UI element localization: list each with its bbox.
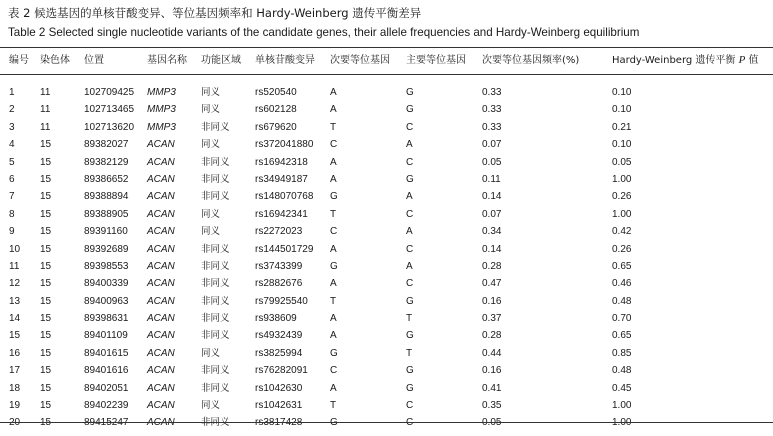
row-minor-allele: G [330, 417, 338, 429]
row-position: 89386652 [84, 173, 129, 185]
row-minor-allele: T [330, 208, 337, 220]
row-position: 89388905 [84, 208, 129, 220]
table-row [0, 414, 773, 431]
header-minor-freq: 次要等位基因频率(%) [482, 55, 580, 66]
row-position: 89401109 [84, 330, 128, 342]
table-row [0, 258, 773, 275]
row-minor-freq: 0.16 [482, 295, 502, 307]
row-gene: ACAN [147, 243, 175, 255]
row-snv: rs3817428 [255, 417, 303, 429]
row-minor-allele: T [330, 121, 337, 133]
row-no: 7 [9, 191, 15, 203]
row-no: 16 [9, 347, 21, 359]
row-position: 89398553 [84, 260, 129, 272]
row-gene: MMP3 [147, 87, 176, 98]
row-region: 非同义 [201, 278, 230, 290]
row-chromosome: 15 [40, 382, 52, 394]
row-no: 5 [9, 156, 15, 168]
row-minor-freq: 0.33 [482, 104, 502, 116]
row-major-allele: C [406, 243, 414, 255]
row-major-allele: C [406, 417, 414, 429]
table-caption-en: Table 2 Selected single nucleotide variants of the candidate genes, their allele frequencies and Hardy-Weinberg equilibrium [8, 26, 640, 39]
row-chromosome: 15 [40, 173, 52, 185]
row-hwe-p: 1.00 [612, 208, 632, 220]
row-gene: ACAN [147, 208, 175, 220]
row-minor-freq: 0.16 [482, 365, 502, 377]
row-position: 89398631 [84, 313, 129, 325]
row-chromosome: 15 [40, 156, 52, 168]
row-region: 非同义 [201, 313, 230, 325]
row-position: 89402239 [84, 400, 129, 412]
top-rule [0, 47, 773, 48]
row-snv: rs2272023 [255, 226, 303, 238]
row-no: 3 [9, 121, 15, 133]
row-hwe-p: 1.00 [612, 400, 632, 412]
row-major-allele: G [406, 295, 414, 307]
row-position: 89388894 [84, 191, 129, 203]
row-hwe-p: 0.85 [612, 347, 632, 359]
row-major-allele: G [406, 104, 414, 116]
row-position: 89400339 [84, 278, 129, 290]
header-snv: 单核苷酸变异 [255, 55, 315, 66]
row-minor-freq: 0.35 [482, 400, 502, 412]
row-position: 89382129 [84, 156, 129, 168]
row-no: 20 [9, 417, 21, 429]
row-hwe-p: 0.10 [612, 104, 632, 116]
row-chromosome: 11 [40, 104, 51, 116]
row-snv: rs3743399 [255, 260, 303, 272]
table-row [0, 206, 773, 223]
table-row [0, 362, 773, 379]
table-row [0, 136, 773, 153]
row-snv: rs148070768 [255, 191, 314, 203]
row-snv: rs679620 [255, 121, 297, 133]
row-no: 13 [9, 295, 21, 307]
row-minor-allele: A [330, 173, 337, 185]
row-no: 8 [9, 208, 15, 220]
row-snv: rs1042630 [255, 382, 303, 394]
row-minor-freq: 0.11 [482, 173, 501, 185]
row-minor-freq: 0.33 [482, 121, 502, 133]
row-minor-allele: T [330, 400, 337, 412]
table-row [0, 275, 773, 292]
row-gene: ACAN [147, 330, 175, 342]
row-region: 同义 [201, 139, 221, 151]
row-region: 非同义 [201, 156, 230, 168]
row-major-allele: A [406, 139, 413, 151]
row-gene: ACAN [147, 365, 175, 377]
row-minor-freq: 0.37 [482, 313, 502, 325]
row-no: 12 [9, 278, 21, 290]
row-hwe-p: 0.45 [612, 382, 632, 394]
row-region: 同义 [201, 226, 221, 238]
table-row [0, 241, 773, 258]
row-major-allele: A [406, 191, 413, 203]
header-p-suffix: 值 [748, 55, 759, 66]
row-major-allele: T [406, 313, 413, 325]
row-snv: rs1042631 [255, 400, 303, 412]
row-gene: ACAN [147, 260, 175, 272]
row-no: 2 [9, 104, 15, 116]
row-hwe-p: 0.10 [612, 139, 632, 151]
row-chromosome: 11 [40, 121, 51, 133]
row-snv: rs79925540 [255, 295, 308, 307]
row-hwe-p: 0.26 [612, 243, 632, 255]
row-no: 10 [9, 243, 21, 255]
row-position: 89401615 [84, 347, 129, 359]
row-minor-freq: 0.44 [482, 347, 502, 359]
table-row [0, 84, 773, 101]
row-region: 非同义 [201, 330, 230, 342]
row-major-allele: C [406, 400, 414, 412]
row-hwe-p: 0.48 [612, 365, 632, 377]
row-major-allele: C [406, 121, 414, 133]
row-minor-allele: A [330, 278, 337, 290]
row-no: 11 [9, 260, 20, 272]
row-snv: rs938609 [255, 313, 297, 325]
row-chromosome: 15 [40, 139, 52, 151]
header-hwe-label: Hardy-Weinberg 遗传平衡 [612, 55, 736, 66]
row-gene: ACAN [147, 139, 175, 151]
row-region: 非同义 [201, 173, 230, 185]
row-gene: ACAN [147, 173, 175, 185]
row-minor-allele: A [330, 87, 337, 98]
row-chromosome: 15 [40, 226, 52, 238]
row-minor-freq: 0.14 [482, 191, 502, 203]
table-row [0, 154, 773, 171]
table-row [0, 310, 773, 327]
row-snv: rs372041880 [255, 139, 314, 151]
row-hwe-p: 0.65 [612, 260, 632, 272]
row-hwe-p: 0.26 [612, 191, 632, 203]
row-gene: MMP3 [147, 104, 176, 116]
row-region: 同义 [201, 347, 221, 359]
header-minor-allele: 次要等位基因 [330, 55, 390, 66]
row-minor-freq: 0.47 [482, 278, 502, 290]
row-major-allele: G [406, 173, 414, 185]
row-gene: ACAN [147, 400, 175, 412]
row-no: 19 [9, 400, 21, 412]
row-minor-freq: 0.07 [482, 208, 502, 220]
table-row [0, 345, 773, 362]
row-hwe-p: 0.46 [612, 278, 632, 290]
row-region: 非同义 [201, 295, 230, 307]
row-hwe-p: 0.65 [612, 330, 632, 342]
row-no: 15 [9, 330, 21, 342]
row-gene: MMP3 [147, 121, 176, 133]
row-minor-freq: 0.28 [482, 330, 502, 342]
row-no: 6 [9, 173, 15, 185]
row-gene: ACAN [147, 226, 175, 238]
table-caption-zh: 表 2 候选基因的单核苷酸变异、等位基因频率和 Hardy-Weinberg 遗传平衡差异 [8, 6, 422, 20]
row-position: 89401616 [84, 365, 129, 377]
table-row [0, 171, 773, 188]
table-row [0, 327, 773, 344]
row-region: 同义 [201, 87, 221, 98]
header-region: 功能区域 [201, 55, 241, 66]
row-position: 102709425 [84, 87, 135, 98]
row-chromosome: 15 [40, 278, 52, 290]
row-minor-freq: 0.41 [482, 382, 502, 394]
row-chromosome: 15 [40, 208, 52, 220]
row-region: 非同义 [201, 365, 230, 377]
row-major-allele: G [406, 382, 414, 394]
row-position: 89400963 [84, 295, 129, 307]
row-chromosome: 15 [40, 191, 52, 203]
row-position: 89391160 [84, 226, 128, 238]
row-minor-allele: A [330, 330, 337, 342]
row-chromosome: 15 [40, 243, 52, 255]
row-minor-allele: T [330, 295, 337, 307]
row-hwe-p: 0.21 [612, 121, 632, 133]
row-chromosome: 15 [40, 347, 52, 359]
row-region: 同义 [201, 400, 221, 412]
row-snv: rs76282091 [255, 365, 308, 377]
row-position: 102713465 [84, 104, 135, 116]
row-minor-allele: C [330, 365, 338, 377]
row-minor-allele: A [330, 382, 337, 394]
row-gene: ACAN [147, 191, 175, 203]
row-hwe-p: 0.70 [612, 313, 632, 325]
row-region: 非同义 [201, 191, 230, 203]
table-row [0, 293, 773, 310]
row-snv: rs144501729 [255, 243, 314, 255]
header-hwe-p [612, 54, 759, 67]
header-p-italic: P [738, 54, 746, 66]
row-region: 非同义 [201, 243, 230, 255]
row-hwe-p: 1.00 [612, 417, 632, 429]
row-chromosome: 15 [40, 330, 52, 342]
row-gene: ACAN [147, 156, 175, 168]
row-region: 非同义 [201, 417, 230, 429]
row-hwe-p: 0.42 [612, 226, 632, 238]
row-minor-freq: 0.34 [482, 226, 502, 238]
row-no: 9 [9, 226, 15, 238]
header-no: 编号 [9, 55, 29, 66]
row-region: 同义 [201, 104, 221, 116]
row-minor-allele: C [330, 139, 338, 151]
row-gene: ACAN [147, 295, 175, 307]
table-body [0, 84, 773, 432]
row-snv: rs16942341 [255, 208, 308, 220]
row-region: 非同义 [201, 382, 230, 394]
row-no: 17 [9, 365, 21, 377]
row-no: 1 [9, 87, 15, 98]
row-minor-allele: C [330, 226, 338, 238]
row-minor-allele: A [330, 104, 337, 116]
row-position: 102713620 [84, 121, 135, 133]
header-chromosome: 染色体 [40, 55, 70, 66]
row-minor-allele: A [330, 156, 337, 168]
table-row [0, 380, 773, 397]
row-gene: ACAN [147, 313, 175, 325]
row-chromosome: 15 [40, 400, 52, 412]
row-minor-allele: G [330, 260, 338, 272]
row-gene: ACAN [147, 417, 175, 429]
row-region: 同义 [201, 208, 221, 220]
row-minor-freq: 0.05 [482, 156, 502, 168]
row-no: 14 [9, 313, 21, 325]
row-major-allele: C [406, 208, 414, 220]
row-chromosome: 11 [40, 87, 51, 98]
row-major-allele: A [406, 226, 413, 238]
row-minor-allele: A [330, 243, 337, 255]
table-row [0, 119, 773, 136]
row-minor-allele: G [330, 347, 338, 359]
row-region: 非同义 [201, 260, 230, 272]
row-major-allele: C [406, 156, 414, 168]
row-minor-freq: 0.28 [482, 260, 502, 272]
header-gene: 基因名称 [147, 55, 187, 66]
table-row [0, 188, 773, 205]
row-snv: rs4932439 [255, 330, 303, 342]
row-chromosome: 15 [40, 313, 52, 325]
header-rule [0, 74, 773, 75]
row-region: 非同义 [201, 121, 230, 133]
row-chromosome: 15 [40, 295, 52, 307]
row-position: 89392689 [84, 243, 129, 255]
row-position: 89415247 [84, 417, 129, 429]
row-gene: ACAN [147, 278, 175, 290]
row-gene: ACAN [147, 382, 175, 394]
row-minor-allele: G [330, 191, 338, 203]
row-chromosome: 15 [40, 260, 52, 272]
row-major-allele: A [406, 260, 413, 272]
row-gene: ACAN [147, 347, 175, 359]
row-snv: rs16942318 [255, 156, 308, 168]
row-hwe-p: 1.00 [612, 173, 632, 185]
row-no: 18 [9, 382, 21, 394]
row-chromosome: 15 [40, 417, 52, 429]
row-major-allele: T [406, 347, 413, 359]
row-minor-freq: 0.14 [482, 243, 502, 255]
header-position: 位置 [84, 55, 104, 66]
row-major-allele: C [406, 278, 414, 290]
row-snv: rs3825994 [255, 347, 303, 359]
row-major-allele: G [406, 330, 414, 342]
row-position: 89402051 [84, 382, 129, 394]
row-no: 4 [9, 139, 15, 151]
row-snv: rs34949187 [255, 173, 308, 185]
row-position: 89382027 [84, 139, 129, 151]
row-minor-freq: 0.07 [482, 139, 502, 151]
table-row [0, 223, 773, 240]
row-hwe-p: 0.10 [612, 87, 632, 98]
row-hwe-p: 0.05 [612, 156, 632, 168]
row-snv: rs602128 [255, 104, 297, 116]
row-chromosome: 15 [40, 365, 52, 377]
row-major-allele: G [406, 365, 414, 377]
table-row [0, 397, 773, 414]
row-minor-allele: A [330, 313, 337, 325]
row-snv: rs520540 [255, 87, 297, 98]
row-snv: rs2882676 [255, 278, 303, 290]
bottom-rule [0, 422, 773, 423]
row-minor-freq: 0.33 [482, 87, 502, 98]
row-hwe-p: 0.48 [612, 295, 632, 307]
row-minor-freq: 0.05 [482, 417, 502, 429]
row-major-allele: G [406, 87, 414, 98]
table-row [0, 101, 773, 118]
header-major-allele: 主要等位基因 [406, 55, 466, 66]
